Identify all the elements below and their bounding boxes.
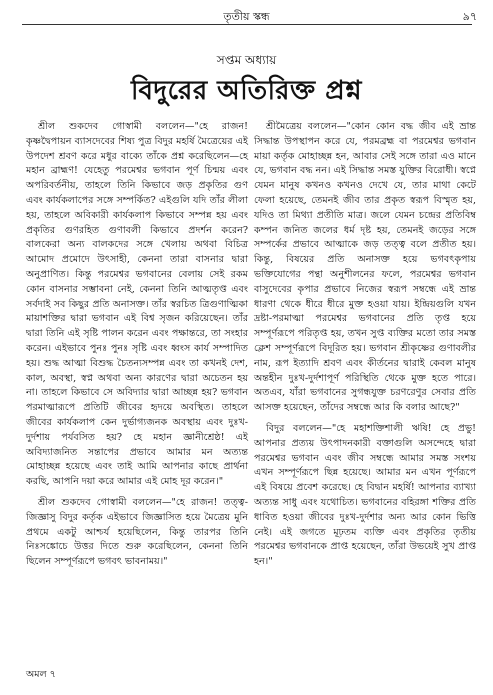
running-title: তৃতীয় স্কন্ধ (223, 10, 270, 23)
right-paragraph-2: বিদুর বললেন—"হে মহাশক্তিশালী ঋষি! হে প্রভু! আপনার প্রত্যয় উৎপাদনকারী বক্তাগুলি অসন্দেহে দ্বারা পরমেশ্বর ভগবান এবং জীব সম্বন্ধে আমার সমস্ত সংশয় এখন সম্পূর্ণরূপে ছিন্ন হয়েছে। আমার মন এখন পূর্ণরূপে এই বিষয়ে প্রবেশ করেছে। হে বিদ্বান মহর্ষি! আপনার ব্যাখ্যা অত্যন্ত সাধু এবং যথোচিত। ভগবানের বহিরঙ্গা শক্তির প্রতি ধাবিত হওয়া জীবের দুঃখ-দুর্দশার অন্য আর কোন ভিত্তি নেই। এই জগতে মূঢ়তম ব্যক্তি এবং প্রকৃতির তৃতীয় পরমেশ্বর ভগবানকে প্রাপ্ত হয়েছেন, তাঁরা উভয়েই সুখ প্রাপ্ত হন।" (254, 422, 476, 568)
left-paragraph-1: শ্রীল শুকদেব গোস্বামী বললেন—"হে রাজন! কৃষ্ণদ্বৈপায়ন ব্যাসদেবের শিষ্য পুত্র বিদুর মহর্ষি মৈত্রেয়ের এই উপদেশ শ্রবণ করে মধুর বাক্যে তাঁকে প্রশ্ন করেছিলেন—হে মহান ব্রাহ্মণ! যেহেতু পরমেশ্বর ভগবান পূর্ণ চিন্ময় এবং অপরিবর্তনীয়, তাহলে তিনি কিভাবে জড় প্রকৃতির গুণ এবং কার্যকলাপের সঙ্গে সম্পর্কিত? এইগুলি যদি তাঁর লীলা হয়, তাহলে অবিকারী কার্যকলাপ কিভাবে সম্পন্ন হয় এবং প্রকৃতির গুণরহিত গুণাবলী কিভাবে প্রদর্শন করেন? বালকেরা অন্য বালকদের সঙ্গে খেলায় অথবা বিচিত্র আমোদ প্রমোদে উৎসাহী, কেননা তারা বাসনার দ্বারা অনুপ্রাণিত। কিন্তু পরমেশ্বর ভগবানের বেলায় সেই রকম কোন বাসনার সম্ভাবনা নেই, কেননা তিনি আত্মতৃপ্ত এবং সর্বদাই সব কিছুর প্রতি অনাসক্ত। তাঁর স্বরচিত ত্রিগুণাত্মিকা মায়াশক্তির দ্বারা ভগবান এই বিশ্ব সৃজন করিয়েছেন। তাঁর দ্বারা তিনি এই সৃষ্টি পালন করেন এবং পক্ষান্তরে, তা সংহার করেন। এইভাবে পুনঃ পুনঃ সৃষ্টি এবং ধ্বংস কার্য সম্পাদিত হয়। শুদ্ধ আত্মা বিশুদ্ধ চৈতন্যসম্পন্ন এবং তা কখনই দেশ, কাল, অবস্থা, স্বপ্ন অথবা অন্য কারণের দ্বারা অচেতন হয় না। তাহলে কিভাবে সে অবিদ্যার দ্বারা আচ্ছন্ন হয়? ভগবান পরমাত্মারূপে প্রতিটি জীবের হৃদয়ে অবস্থিত। তাহলে জীবের কার্যকলাপ কেন দুর্ভাগ্যজনক অবস্থায় এবং দুঃখ-দুর্দশায় পর্যবসিত হয়? হে মহান জ্ঞানীশ্রেষ্ঠ! এই অবিদ্যাজনিত সন্তাপের প্রভাবে আমার মন অত্যন্ত মোহাচ্ছন্ন হয়েছে এবং তাই আমি আপনার কাছে প্রার্থনা করছি, আপনি দয়া করে আমার এই মোহ দূর করেন।" (26, 121, 248, 488)
page-header (0, 6, 493, 24)
chapter-title: বিদুরের অতিরিক্ত প্রশ্ন (131, 76, 362, 106)
right-column (254, 120, 476, 576)
left-column (26, 120, 248, 576)
left-paragraph-2: শ্রীল শুকদেব গোস্বামী বললেন—"হে রাজন! তত্ত্ব-জিজ্ঞাসু বিদুর কর্তৃক এইভাবে জিজ্ঞাসিত হয়ে মৈত্রেয় মুনি প্রথমে একটু আশ্চর্য হয়েছিলেন, কিন্তু তারপর তিনি নিঃসঙ্কোচে উত্তর দিতে শুরু করেছিলেন, কেননা তিনি ছিলেন সম্পূর্ণরূপে ভগবৎ ভাবনাময়।" (26, 496, 248, 568)
chapter-label: সপ্তম অধ্যায় (216, 53, 277, 67)
right-paragraph-1: শ্রীমৈত্রেয় বললেন—"কোন কোন বদ্ধ জীব এই ভ্রান্ত সিদ্ধান্ত উপস্থাপন করে যে, পরমব্রহ্ম বা পরমেশ্বর ভগবান মায়া কর্তৃক মোহাচ্ছন্ন হন, আবার সেই সঙ্গে তারা এও মানে যে, ভগবান বদ্ধ নন। এই সিদ্ধান্ত সমস্ত যুক্তির বিরোধী। স্বপ্নে যেমন মানুষ কখনও কখনও দেখে যে, তার মাথা কেটে ফেলা হয়েছে, তেমনই জীব তার প্রকৃত স্বরূপ বিস্মৃত হয়, যদিও তা মিথ্যা প্রতীতি মাত্র। জলে যেমন চন্দ্রের প্রতিবিম্ব কম্পন জনিত জলের ধর্ম দৃষ্ট হয়, তেমনই জড়ের সঙ্গে সম্পর্কের প্রভাবে আত্মাকে জড় তত্ত্ব বলে প্রতীত হয়। কিন্তু, বিষয়ের প্রতি অনাসক্ত হয়ে ভগবৎকৃপায় ভক্তিযোগের পন্থা অনুশীলনের ফলে, পরমেশ্বর ভগবান বাসুদেবের কৃপার প্রভাবে নিজের স্বরূপ সম্বন্ধে এই ভ্রান্ত ধারণা থেকে ধীরে ধীরে মুক্ত হওয়া যায়। ইন্দ্রিয়গুলি যখন দ্রষ্টা-পরমাত্মা পরমেশ্বর ভগবানের প্রতি তৃপ্ত হয়ে সম্পূর্ণরূপে পরিতৃপ্ত হয়, তখন সুপ্ত ব্যক্তির মতো তার সমস্ত ক্লেশ সম্পূর্ণরূপে বিদূরিত হয়। ভগবান শ্রীকৃষ্ণের গুণাবলীর নাম, রূপ ইত্যাদি শ্রবণ এবং কীর্তনের দ্বারাই কেবল মানুষ অন্তহীন দুঃখ-দুর্দশাপূর্ণ পরিস্থিতি থেকে মুক্ত হতে পারে। অতএব, যাঁরা ভগবানের সুগন্ধযুক্ত চরণরেণুর সেবার প্রতি আসক্ত হয়েছেন, তাঁদের সম্বন্ধে আর কি বলার আছে?" (254, 121, 476, 414)
page-number: ৯৭ (462, 10, 477, 23)
header-divider (22, 24, 472, 25)
page-footer-signature: অমল ৭ (26, 669, 56, 680)
